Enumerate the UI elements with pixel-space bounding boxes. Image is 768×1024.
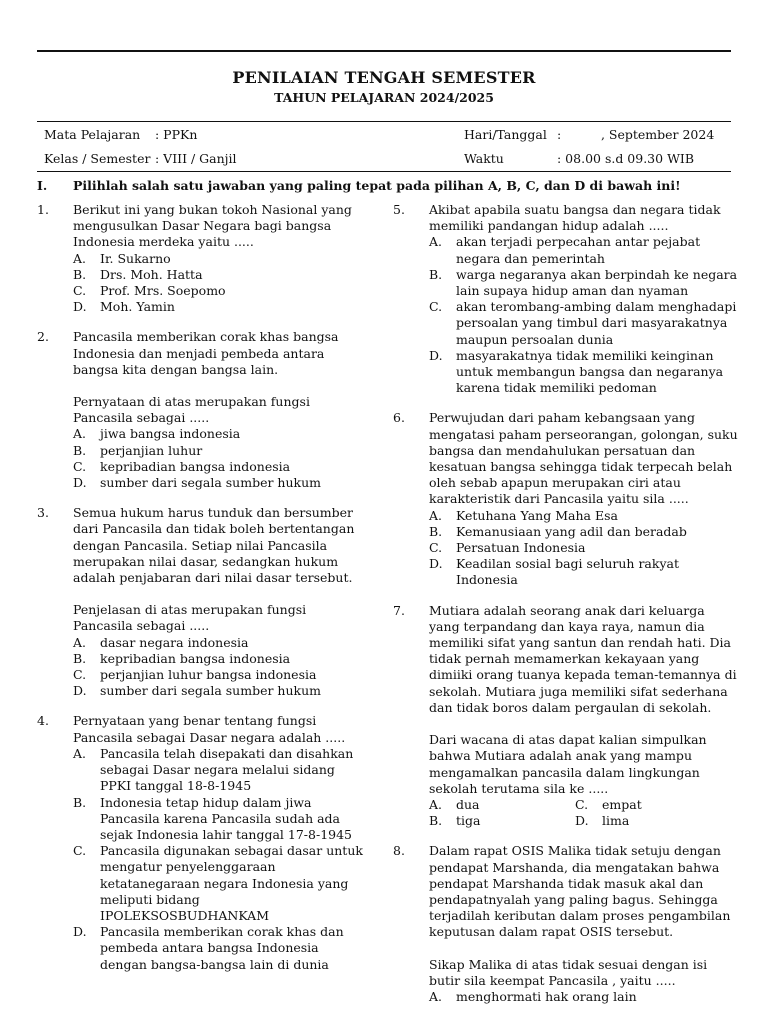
option-c[interactable]: C. Prof. Mrs. Soepomo	[73, 283, 226, 299]
waktu-label: Waktu	[464, 151, 504, 166]
question-prompt: Sikap Malika di atas tidak sesuai dengan isi butir sila keempat Pancasila , yaitu .....	[429, 956, 708, 988]
question-text: Berikut ini yang bukan tokoh Nasional yang mengusulkan Dasar Negara bagi bangsa Indonesia merdeka yaitu .....	[73, 202, 352, 250]
waktu-value: : 08.00 s.d 09.30 WIB	[557, 151, 695, 166]
option-a[interactable]: A. jiwa bangsa indonesia	[73, 426, 241, 442]
option-a[interactable]: A. Ir. Sukarno	[73, 250, 171, 266]
option-d[interactable]: D. Keadilan sosial bagi seluruh rakyat Indonesia	[429, 556, 679, 588]
option-d[interactable]: D. masyarakatnya tidak memiliki keinginan untuk membangun bangsa dan negaranya karena tidak memiliki pedoman	[429, 347, 724, 396]
option-b[interactable]: B. tiga	[429, 813, 481, 829]
page-title: PENILAIAN TENGAH SEMESTER	[232, 68, 536, 87]
hari-label: Hari/Tanggal	[464, 127, 547, 142]
section-number: I.	[37, 178, 48, 193]
question-3	[37, 505, 367, 699]
question-number: 5.	[393, 202, 405, 217]
question-number: 3.	[37, 505, 49, 521]
option-b[interactable]: B. perjanjian luhur	[73, 442, 203, 458]
left-column	[37, 202, 367, 987]
option-b[interactable]: B. Drs. Moh. Hatta	[73, 266, 203, 282]
option-c[interactable]: C. Persatuan Indonesia	[429, 540, 586, 556]
question-number: 7.	[393, 602, 405, 618]
option-b[interactable]: B. Indonesia tetap hidup dalam jiwa Pancasila karena Pancasila sudah ada sejak Indonesia lahir tanggal 17-8-1945	[73, 794, 353, 842]
option-c[interactable]: C. empat	[575, 796, 642, 812]
question-number: 1.	[37, 202, 49, 217]
option-c[interactable]: C. akan terombang-ambing dalam menghadapi persoalan yang timbul dari masyarakatnya maupun persoalan dunia	[429, 299, 737, 347]
question-prompt: Dari wacana di atas dapat kalian simpulkan bahwa Mutiara adalah anak yang mampu mengamalkan pancasila dalam lingkungan sekolah terutama sila ke .....	[429, 732, 707, 796]
option-d[interactable]: D. Pancasila memberikan corak khas dan pembeda antara bangsa Indonesia dengan bangsa-bangsa lain di dunia	[73, 924, 344, 972]
question-2	[37, 329, 367, 491]
question-text: Perwujudan dari paham kebangsaan yang mengatasi paham perseorangan, golongan, suku bangsa dan mendahulukan persatuan dan kesatuan bangsa sehingga tidak terpecah belah oleh sebab apapun merupakan ciri atau karakteristik dari Pancasila yaitu sila .....	[429, 410, 738, 507]
section-rule	[37, 171, 731, 172]
question-8	[393, 843, 738, 1005]
option-c[interactable]: C. kepribadian bangsa indonesia	[73, 458, 291, 474]
right-column	[393, 202, 738, 1019]
question-text: Pancasila memberikan corak khas bangsa Indonesia dan menjadi pembeda antara bangsa kita dengan bangsa lain.	[73, 329, 339, 377]
question-number: 2.	[37, 329, 49, 345]
option-c[interactable]: C. Pancasila digunakan sebagai dasar untuk mengatur penyelenggaraan ketatanegaraan negara Indonesia yang meliputi bidang IPOLEKSOSBUDHANKAM	[73, 843, 363, 923]
question-6	[393, 410, 738, 588]
option-c[interactable]: C. perjanjian luhur bangsa indonesia	[73, 667, 317, 683]
question-text: Pernyataan yang benar tentang fungsi Pancasila sebagai Dasar negara adalah .....	[73, 713, 346, 745]
option-a[interactable]: A. menghormati hak orang lain	[429, 988, 637, 1004]
option-a[interactable]: A. dua	[429, 796, 480, 812]
option-d[interactable]: D. sumber dari segala sumber hukum	[73, 683, 322, 699]
question-7	[393, 603, 738, 830]
mapel-label: Mata Pelajaran	[44, 127, 141, 142]
question-text: Mutiara adalah seorang anak dari keluarga yang terpandang dan kaya raya, namun dia memiliki sifat yang santun dan rendah hati. Dia tidak pernah memamerkan kekayaan yang dimiiki orang tuanya kepada teman-temannya di sekolah. Mutiara juga memiliki sifat sederhana dan tidak boros dalam pergaulan di sekolah.	[429, 602, 737, 715]
kelas-label: Kelas / Semester	[44, 151, 151, 166]
option-a[interactable]: A. dasar negara indonesia	[73, 634, 249, 650]
question-number: 8.	[393, 843, 405, 859]
option-b[interactable]: B. Kemanusiaan yang adil dan beradab	[429, 523, 687, 539]
question-text: Dalam rapat OSIS Malika tidak setuju dengan pendapat Marshanda, dia mengatakan bahwa pendapat Marshanda tidak masuk akal dan pendapatnyalah yang paling bagus. Sehingga terjadilah keributan dalam proses pengambilan keputusan dalam rapat OSIS tersebut.	[429, 843, 731, 940]
option-b[interactable]: B. warga negaranya akan berpindah ke negara lain supaya hidup aman dan nyaman	[429, 266, 738, 299]
top-rule	[37, 50, 731, 52]
header-rule	[37, 121, 731, 122]
hari-value: : , September 2024	[557, 127, 715, 142]
option-a[interactable]: A. Pancasila telah disepakati dan disahkan sebagai Dasar negara melalui sidang PPKI tanggal 18-8-1945	[73, 745, 354, 794]
question-5	[393, 202, 738, 396]
question-1	[37, 202, 367, 315]
kelas-value: : VIII / Ganjil	[155, 151, 237, 166]
question-prompt: Penjelasan di atas merupakan fungsi Pancasila sebagai .....	[73, 602, 307, 634]
option-d[interactable]: D. lima	[575, 813, 630, 829]
option-b[interactable]: B. kepribadian bangsa indonesia	[73, 650, 291, 666]
option-a[interactable]: A. akan terjadi perpecahan antar pejabat negara dan pemerintah	[429, 234, 701, 266]
question-prompt: Pernyataan di atas merupakan fungsi Pancasila sebagai .....	[73, 394, 310, 426]
option-d[interactable]: D. Moh. Yamin	[73, 299, 175, 315]
question-text: Akibat apabila suatu bangsa dan negara tidak memiliki pandangan hidup adalah .....	[429, 202, 721, 234]
page-subtitle: TAHUN PELAJARAN 2024/2025	[274, 90, 494, 105]
option-d[interactable]: D. sumber dari segala sumber hukum	[73, 475, 322, 491]
section-instruction-text: Pilihlah salah satu jawaban yang paling tepat pada pilihan A, B, C, dan D di bawah ini!	[73, 178, 681, 193]
question-number: 6.	[393, 410, 405, 426]
question-4	[37, 713, 367, 972]
question-number: 4.	[37, 713, 49, 729]
options-grid	[429, 797, 738, 829]
mapel-value: : PPKn	[155, 127, 198, 142]
question-text: Semua hukum harus tunduk dan bersumber dari Pancasila dan tidak boleh bertentangan dengan Pancasila. Setiap nilai Pancasila merupakan nilai dasar, sedangkan hukum adalah penjabaran dari nilai dasar tersebut.	[73, 505, 355, 586]
option-a[interactable]: A. Ketuhana Yang Maha Esa	[429, 507, 618, 523]
